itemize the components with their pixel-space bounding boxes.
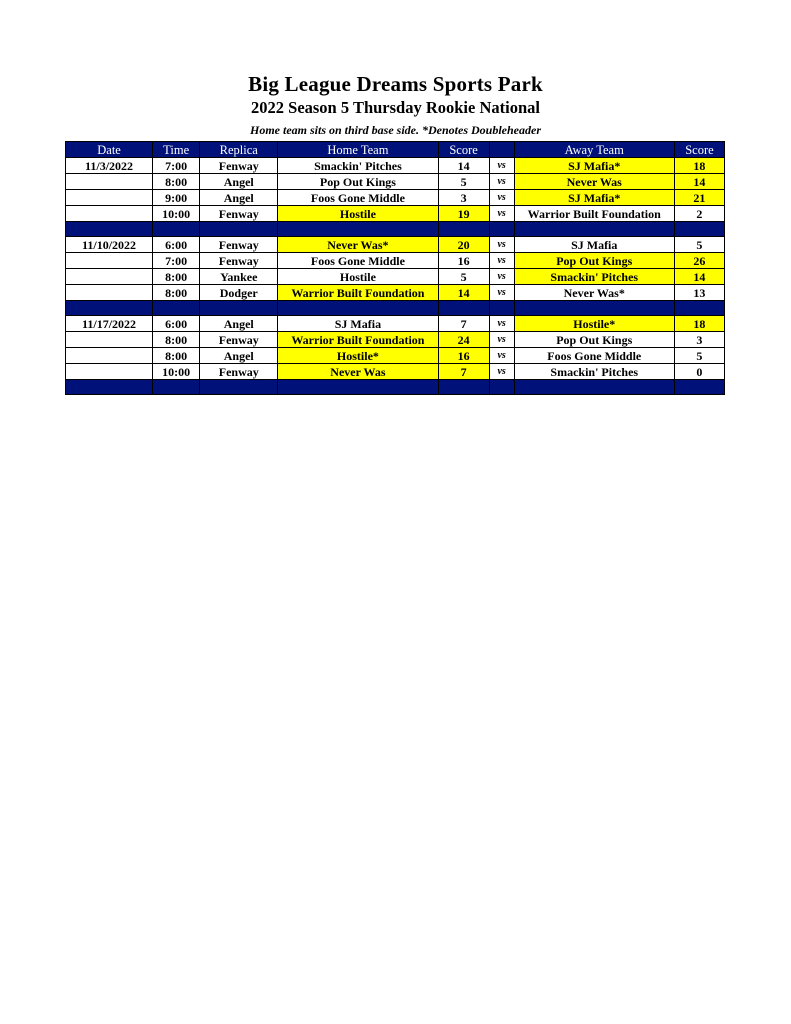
table-row <box>66 190 725 206</box>
separator-cell <box>278 301 438 316</box>
time-cell: 8:00 <box>153 285 200 301</box>
vs-cell: vs <box>489 332 514 348</box>
week-separator-row <box>66 380 725 395</box>
home-team-cell: Warrior Built Foundation <box>278 285 438 301</box>
home-score-cell: 16 <box>438 253 489 269</box>
vs-cell: vs <box>489 237 514 253</box>
away-team-cell: SJ Mafia* <box>514 158 674 174</box>
replica-cell: Fenway <box>200 206 278 222</box>
home-score-cell: 16 <box>438 348 489 364</box>
separator-cell <box>153 301 200 316</box>
table-row <box>66 206 725 222</box>
separator-cell <box>514 301 674 316</box>
separator-cell <box>674 222 724 237</box>
away-team-cell: Warrior Built Foundation <box>514 206 674 222</box>
separator-cell <box>153 222 200 237</box>
replica-cell: Fenway <box>200 364 278 380</box>
home-team-cell: SJ Mafia <box>278 316 438 332</box>
separator-cell <box>489 301 514 316</box>
time-cell: 8:00 <box>153 332 200 348</box>
date-cell <box>66 348 153 364</box>
home-score-cell: 14 <box>438 285 489 301</box>
time-cell: 6:00 <box>153 237 200 253</box>
date-cell: 11/3/2022 <box>66 158 153 174</box>
away-score-cell: 21 <box>674 190 724 206</box>
away-team-cell: SJ Mafia <box>514 237 674 253</box>
date-cell <box>66 332 153 348</box>
col-header-away-team: Away Team <box>514 142 674 158</box>
home-team-cell: Warrior Built Foundation <box>278 332 438 348</box>
table-row <box>66 285 725 301</box>
separator-cell <box>438 301 489 316</box>
col-header-away-score: Score <box>674 142 724 158</box>
home-team-cell: Smackin' Pitches <box>278 158 438 174</box>
home-score-cell: 24 <box>438 332 489 348</box>
away-team-cell: Smackin' Pitches <box>514 269 674 285</box>
col-header-home-score: Score <box>438 142 489 158</box>
date-cell <box>66 364 153 380</box>
separator-cell <box>200 222 278 237</box>
vs-cell: vs <box>489 253 514 269</box>
replica-cell: Angel <box>200 316 278 332</box>
date-cell: 11/10/2022 <box>66 237 153 253</box>
home-team-cell: Foos Gone Middle <box>278 253 438 269</box>
time-cell: 8:00 <box>153 348 200 364</box>
separator-cell <box>489 380 514 395</box>
separator-cell <box>489 222 514 237</box>
table-row <box>66 158 725 174</box>
replica-cell: Angel <box>200 174 278 190</box>
away-score-cell: 18 <box>674 158 724 174</box>
vs-cell: vs <box>489 206 514 222</box>
date-cell <box>66 206 153 222</box>
date-cell <box>66 269 153 285</box>
schedule-table <box>65 141 725 395</box>
away-score-cell: 14 <box>674 269 724 285</box>
separator-cell <box>514 222 674 237</box>
week-separator-row <box>66 301 725 316</box>
table-row <box>66 348 725 364</box>
home-team-cell: Foos Gone Middle <box>278 190 438 206</box>
vs-cell: vs <box>489 269 514 285</box>
table-row <box>66 269 725 285</box>
table-row <box>66 364 725 380</box>
away-team-cell: Foos Gone Middle <box>514 348 674 364</box>
replica-cell: Fenway <box>200 253 278 269</box>
separator-cell <box>200 380 278 395</box>
vs-cell: vs <box>489 190 514 206</box>
replica-cell: Yankee <box>200 269 278 285</box>
away-score-cell: 26 <box>674 253 724 269</box>
schedule-note: Home team sits on third base side. *Denotes Doubleheader <box>250 123 541 137</box>
separator-cell <box>278 380 438 395</box>
home-score-cell: 3 <box>438 190 489 206</box>
time-cell: 10:00 <box>153 206 200 222</box>
home-score-cell: 14 <box>438 158 489 174</box>
table-row <box>66 316 725 332</box>
vs-cell: vs <box>489 348 514 364</box>
away-team-cell: Hostile* <box>514 316 674 332</box>
away-score-cell: 18 <box>674 316 724 332</box>
time-cell: 8:00 <box>153 269 200 285</box>
schedule-body <box>66 158 725 395</box>
home-team-cell: Never Was* <box>278 237 438 253</box>
col-header-home-team: Home Team <box>278 142 438 158</box>
home-score-cell: 5 <box>438 174 489 190</box>
table-row <box>66 253 725 269</box>
home-team-cell: Pop Out Kings <box>278 174 438 190</box>
home-score-cell: 19 <box>438 206 489 222</box>
home-score-cell: 20 <box>438 237 489 253</box>
vs-cell: vs <box>489 158 514 174</box>
replica-cell: Dodger <box>200 285 278 301</box>
away-team-cell: SJ Mafia* <box>514 190 674 206</box>
replica-cell: Angel <box>200 348 278 364</box>
home-score-cell: 7 <box>438 316 489 332</box>
table-row <box>66 237 725 253</box>
separator-cell <box>66 380 153 395</box>
separator-cell <box>66 222 153 237</box>
home-score-cell: 7 <box>438 364 489 380</box>
away-score-cell: 5 <box>674 237 724 253</box>
away-score-cell: 14 <box>674 174 724 190</box>
date-cell: 11/17/2022 <box>66 316 153 332</box>
date-cell <box>66 174 153 190</box>
away-score-cell: 3 <box>674 332 724 348</box>
table-row <box>66 174 725 190</box>
replica-cell: Fenway <box>200 158 278 174</box>
separator-cell <box>438 380 489 395</box>
home-score-cell: 5 <box>438 269 489 285</box>
home-team-cell: Hostile* <box>278 348 438 364</box>
time-cell: 7:00 <box>153 158 200 174</box>
home-team-cell: Hostile <box>278 269 438 285</box>
col-header-date: Date <box>66 142 153 158</box>
separator-cell <box>674 380 724 395</box>
separator-cell <box>278 222 438 237</box>
replica-cell: Angel <box>200 190 278 206</box>
away-team-cell: Never Was <box>514 174 674 190</box>
page-subtitle: 2022 Season 5 Thursday Rookie National <box>251 98 540 117</box>
separator-cell <box>514 380 674 395</box>
page-title: Big League Dreams Sports Park <box>248 72 543 96</box>
away-score-cell: 5 <box>674 348 724 364</box>
col-header-time: Time <box>153 142 200 158</box>
separator-cell <box>153 380 200 395</box>
away-score-cell: 2 <box>674 206 724 222</box>
week-separator-row <box>66 222 725 237</box>
away-score-cell: 13 <box>674 285 724 301</box>
time-cell: 9:00 <box>153 190 200 206</box>
date-cell <box>66 285 153 301</box>
col-header-vs <box>489 142 514 158</box>
col-header-replica: Replica <box>200 142 278 158</box>
time-cell: 6:00 <box>153 316 200 332</box>
separator-cell <box>66 301 153 316</box>
away-team-cell: Pop Out Kings <box>514 253 674 269</box>
away-team-cell: Never Was* <box>514 285 674 301</box>
vs-cell: vs <box>489 316 514 332</box>
vs-cell: vs <box>489 174 514 190</box>
vs-cell: vs <box>489 285 514 301</box>
replica-cell: Fenway <box>200 332 278 348</box>
home-team-cell: Hostile <box>278 206 438 222</box>
date-cell <box>66 190 153 206</box>
time-cell: 7:00 <box>153 253 200 269</box>
table-row <box>66 332 725 348</box>
separator-cell <box>200 301 278 316</box>
date-cell <box>66 253 153 269</box>
replica-cell: Fenway <box>200 237 278 253</box>
vs-cell: vs <box>489 364 514 380</box>
time-cell: 8:00 <box>153 174 200 190</box>
separator-cell <box>674 301 724 316</box>
away-team-cell: Pop Out Kings <box>514 332 674 348</box>
away-score-cell: 0 <box>674 364 724 380</box>
table-header-row <box>66 142 725 158</box>
away-team-cell: Smackin' Pitches <box>514 364 674 380</box>
separator-cell <box>438 222 489 237</box>
time-cell: 10:00 <box>153 364 200 380</box>
home-team-cell: Never Was <box>278 364 438 380</box>
